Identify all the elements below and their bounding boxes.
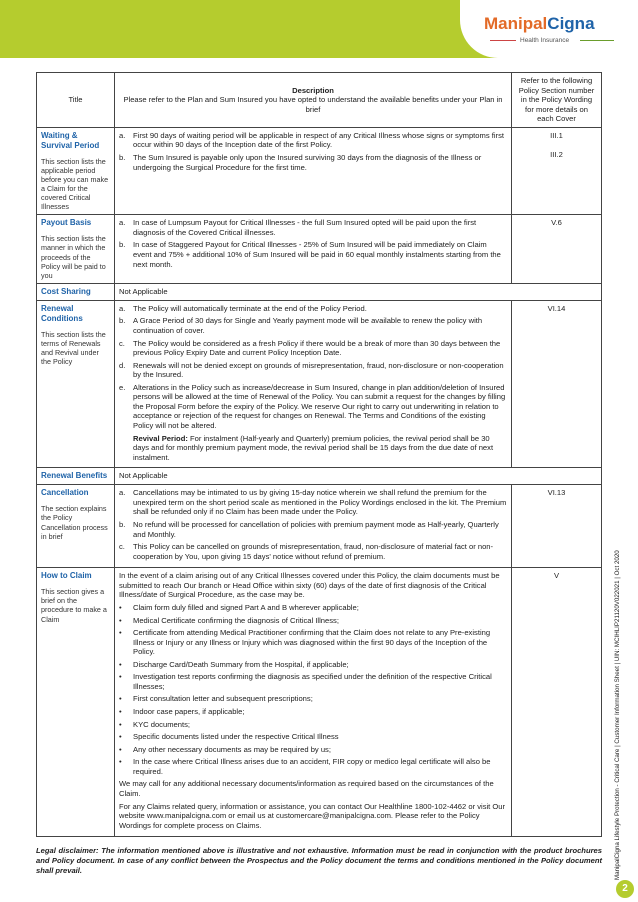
document-footer-vertical: ManipalCigna Lifestyle Protection - Critical Care | Customer Information Sheet | UIN: MCIHLIP21120V022021 | Oct 2020 [614, 550, 621, 880]
ref-number: VI.13 [547, 488, 566, 498]
claim-outro-1: We may call for any additional necessary documents/information as required based on the circumstances of the Claim. [119, 779, 494, 798]
list-item: a. Cancellations may be intimated to us by giving 15-day notice wherein we shall refund the premium for the unexpired term on the short period scale as mentioned in the Policy Wordings enclosed in the kit. The Premium shall be refunded only if no Claim has been made under the Policy. [119, 488, 507, 517]
row-title-cell [37, 300, 115, 467]
brand-name-part1: Manipal [484, 14, 548, 33]
ref-number: III.1 [550, 130, 563, 140]
list-item: e. Alterations in the Policy such as increase/decrease in Sum Insured, change in plan addition/deletion of Insured persons will be allowed at the time of Renewal of the Policy. You can submit a request for the changes by filling the Proposal Form before the expiry of the Policy. We reserve Our right to carry out underwriting in relation to acceptance or rejection of the request for changes on Renewal. The Terms and Conditions of the existing Policy will not be altered. [119, 382, 506, 430]
row-ref [512, 300, 602, 467]
brand-logo [460, 0, 638, 58]
row-subtitle: This section lists the applicable period before you can make a Claim for the covered Critical Illnesses [41, 156, 109, 212]
row-description [115, 485, 512, 568]
list-item: • Investigation test reports confirming the diagnosis as specified under the definition of the respective Critical Illnesses; [119, 672, 492, 691]
row-title: Cancellation [41, 488, 89, 498]
row-ref [512, 568, 602, 837]
row-description [115, 215, 512, 283]
list-item: • Any other necessary documents as may be required by us; [119, 744, 331, 754]
ref-number: V.6 [551, 218, 562, 228]
page-number: 2 [616, 880, 634, 898]
row-description [115, 568, 512, 837]
row-title-cell [37, 215, 115, 283]
table-row [37, 215, 602, 283]
row-title-cell [37, 127, 115, 215]
row-title: Waiting & Survival Period [41, 130, 100, 150]
table-row [37, 568, 602, 837]
row-title: How to Claim [41, 571, 92, 581]
header-description [115, 73, 512, 128]
row-description: Not Applicable [115, 283, 602, 300]
row-title-cell [37, 283, 115, 300]
logo-rule-right [580, 40, 614, 41]
revival-label: Revival Period: [133, 433, 188, 443]
list-item: c. This Policy can be cancelled on grounds of misrepresentation, fraud, non-disclosure of material fact or non-cooperation by You, upon giving 15 days' notice without refund of premium. [119, 542, 494, 561]
table-row [37, 468, 602, 485]
list-item: • In the case where Critical Illness arises due to an accident, FIR copy or medico legal certificate will also be required. [119, 757, 491, 776]
table-row [37, 300, 602, 467]
header-title: Title [37, 73, 115, 128]
table-row [37, 283, 602, 300]
list-item: • Discharge Card/Death Summary from the Hospital, if applicable; [119, 659, 349, 669]
legal-disclaimer: Legal disclaimer: The information mentioned above is illustrative and not exhaustive. Information must be read in conjunction with the product brochures and Policy document. In case of any conflict between the Prospectus and the Policy document the terms and conditions mentioned in the Policy document shall prevail. [36, 846, 602, 875]
row-title-cell [37, 485, 115, 568]
list-item: • Specific documents listed under the respective Critical Illness [119, 732, 339, 742]
brand-name-part2: Cigna [547, 14, 595, 33]
row-title: Payout Basis [41, 218, 92, 228]
row-description: Not Applicable [115, 468, 602, 485]
row-title: Renewal Conditions [41, 303, 83, 323]
header-desc-heading: Description [292, 85, 334, 95]
list-item: c. The Policy would be considered as a fresh Policy if there would be a break of more than 30 days between the previous Policy Expiry Date and current Policy Inception Date. [119, 338, 501, 358]
row-subtitle: The section explains the Policy Cancellation process in brief [41, 504, 108, 541]
list-item: b. A Grace Period of 30 days for Single and Yearly payment mode will be available to renew the policy with continuation of cover. [119, 316, 483, 335]
row-ref [512, 485, 602, 568]
claim-outro-2: For any Claims related query, information or assistance, you can contact Our Healthline 1800-102-4462 or visit Our website www.manipalcigna.com or email us at customercare@manipalcigna.com. Please refer to the Policy Wordings for complete process on Claims. [119, 801, 506, 830]
list-item: a. The Policy will automatically terminate at the end of the Policy Period. [119, 303, 367, 313]
brand-tagline: Health Insurance [520, 37, 570, 44]
ref-number: V [553, 571, 560, 581]
list-item: a. In case of Lumpsum Payout for Critical Illnesses - the full Sum Insured opted will be paid upon the first diagnosis of the Covered Critical illnesses. [119, 218, 477, 237]
row-ref [512, 127, 602, 215]
list-item: • Medical Certificate confirming the diagnosis of Critical Illness; [119, 615, 339, 625]
table-row [37, 485, 602, 568]
row-title: Renewal Benefits [41, 471, 108, 481]
list-item: a. First 90 days of waiting period will be applicable in respect of any Critical Illness whose signs or symptoms first occur within 90 days of the Inception date of the first Policy. [119, 130, 504, 150]
row-description [115, 300, 512, 467]
list-item: • Indoor case papers, if applicable; [119, 707, 245, 717]
ref-number: III.2 [550, 150, 563, 160]
claim-documents-list [119, 603, 507, 776]
header-ref: Refer to the following Policy Section number in the Policy Wording for more details on each Cover [512, 73, 602, 128]
list-item: b. In case of Staggered Payout for Critical Illnesses - 25% of Sum Insured will be paid immediately on Claim event and 75% + additional 10% of Sum Insured will be paid in 60 equal monthly instalments starting from the next month. [119, 240, 501, 269]
list-item: b. The Sum Insured is payable only upon the Insured surviving 30 days from the diagnosis of the Illness or undergoing the Surgical Procedure for the first time. [119, 152, 482, 172]
logo-rule-left [490, 40, 516, 41]
list-item: d. Renewals will not be denied except on grounds of misrepresentation, fraud, non-disclosure or non-cooperation by the Insured. [119, 360, 504, 380]
header-desc-sub: Please refer to the Plan and Sum Insured you have opted to understand the available benefits under your Plan in brief [123, 95, 503, 114]
brand-name [484, 14, 595, 34]
revival-text: For instalment (Half-yearly and Quarterly) premium policies, the revival period shall be 30 days and for monthly premium payment mode, the revival period shall be 15 days from the due date of next instalment. [133, 433, 494, 462]
row-title: Cost Sharing [41, 286, 91, 296]
row-subtitle: This section gives a brief on the procedure to make a Claim [41, 587, 107, 624]
list-item: b. No refund will be processed for cancellation of policies with premium payment mode as Half-yearly, Quarterly and Monthly. [119, 520, 499, 539]
claim-intro: In the event of a claim arising out of any Critical Illnesses covered under this Policy, the claim documents must be submitted to reach Our branch or Head Office within sixty (60) days of the date of first diagnosis of the Critical Illness/date of Surgical Procedure, as the case may be. [119, 571, 500, 600]
row-ref [512, 215, 602, 283]
row-title-cell [37, 568, 115, 837]
row-title-cell [37, 468, 115, 485]
table-header-row [37, 73, 602, 128]
row-subtitle: This section lists the terms of Renewals and Revival under the Policy [41, 329, 106, 367]
cis-table [36, 72, 602, 837]
list-item: • Certificate from attending Medical Practitioner confirming that the Claim does not relate to any Pre-existing Illness or Injury or any Illness or Injury which was diagnosed within the first 90 days of the Inception of the Policy. [119, 628, 491, 657]
revival-period [133, 434, 507, 463]
list-item: • KYC documents; [119, 719, 190, 729]
table-row [37, 127, 602, 215]
list-item: • Claim form duly filled and signed Part A and B wherever applicable; [119, 602, 359, 612]
ref-number: VI.14 [547, 303, 566, 313]
row-subtitle: This section lists the manner in which the proceeds of the Policy will be paid to you [41, 234, 106, 280]
row-description [115, 127, 512, 215]
list-item: • First consultation letter and subsequent prescriptions; [119, 694, 313, 704]
